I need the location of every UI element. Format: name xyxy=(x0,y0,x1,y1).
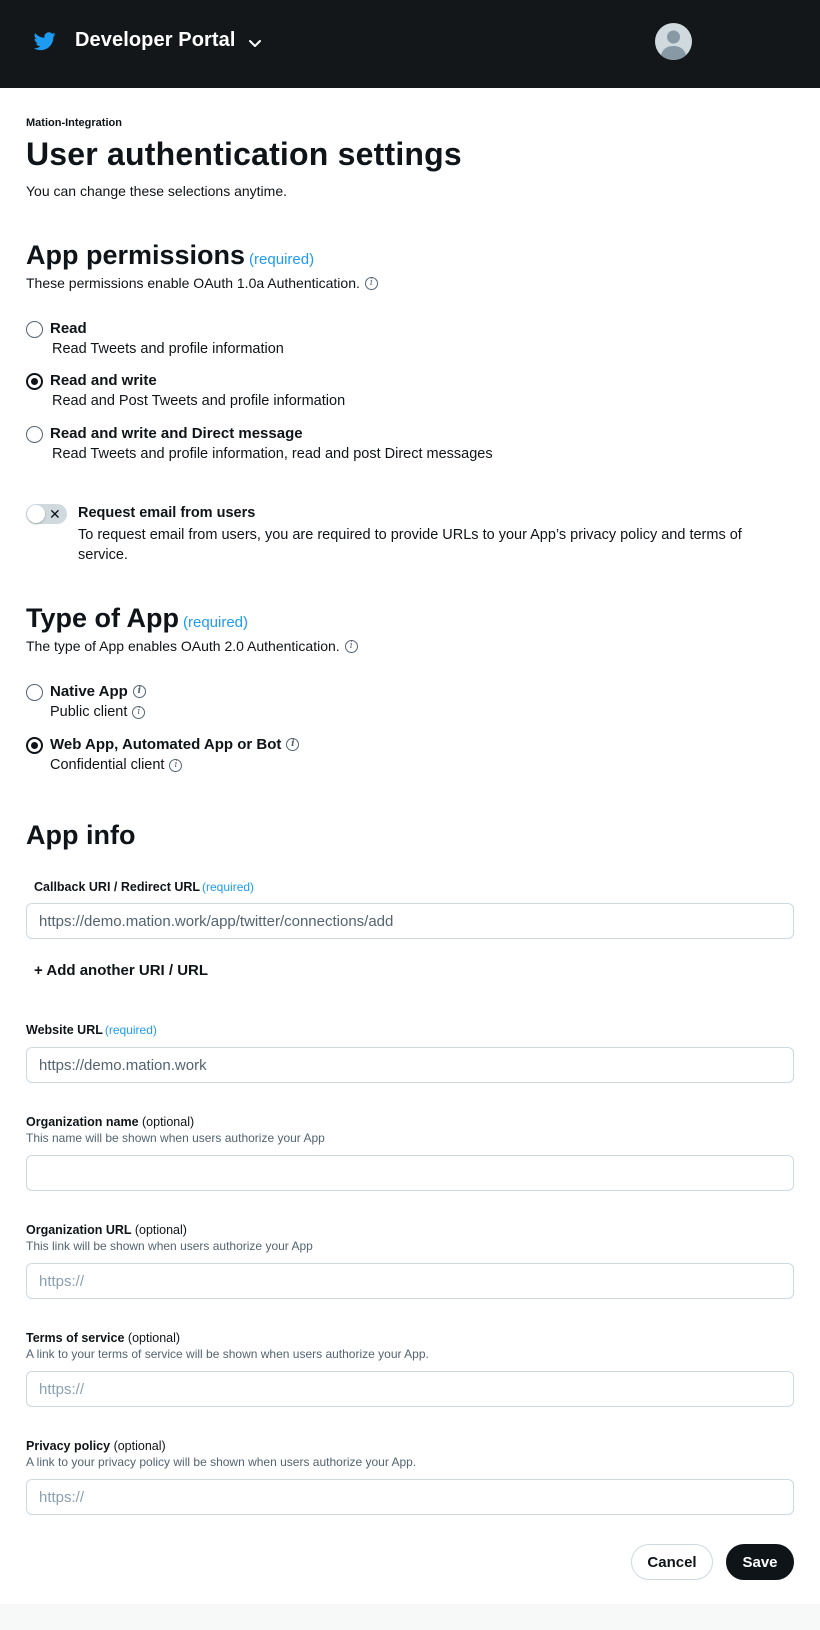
radio-read-write-dm[interactable] xyxy=(26,426,43,443)
radio-description: Read Tweets and profile information xyxy=(52,341,284,357)
page-title: User authentication settings xyxy=(26,136,462,172)
radio-description: Read and Post Tweets and profile information xyxy=(52,393,346,409)
chevron-down-icon[interactable] xyxy=(244,33,266,53)
app-permissions-heading xyxy=(26,240,314,271)
privacy-policy-label xyxy=(26,1439,166,1453)
required-tag: (required) xyxy=(249,251,315,268)
radio-label xyxy=(50,736,299,753)
radio-label: Read and write and Direct message xyxy=(50,425,303,442)
page-footer-band xyxy=(0,1604,820,1630)
close-icon: ✕ xyxy=(49,506,61,522)
radio-read[interactable] xyxy=(26,321,43,338)
privacy-policy-label-text: Privacy policy xyxy=(26,1439,111,1453)
user-avatar[interactable] xyxy=(655,23,692,60)
radio-label: Read xyxy=(50,320,87,337)
organization-url-help: This link will be shown when users authorize your App xyxy=(26,1239,313,1253)
callback-url-input[interactable] xyxy=(26,903,794,939)
default-avatar-icon xyxy=(655,23,692,60)
website-url-input[interactable] xyxy=(26,1047,794,1083)
type-of-app-heading xyxy=(26,603,248,634)
organization-name-label xyxy=(26,1115,194,1129)
request-email-title: Request email from users xyxy=(78,505,256,521)
optional-tag: (optional) xyxy=(127,1331,181,1345)
toggle-knob[interactable] xyxy=(27,505,45,523)
radio-web-app[interactable] xyxy=(26,737,43,754)
optional-tag: (optional) xyxy=(134,1223,187,1237)
radio-native-app[interactable] xyxy=(26,684,43,701)
optional-tag: (optional) xyxy=(113,1439,166,1453)
required-tag: (required) xyxy=(202,880,255,894)
info-icon[interactable]: i xyxy=(345,640,358,653)
organization-name-input[interactable] xyxy=(26,1155,794,1191)
radio-read-write[interactable] xyxy=(26,373,43,390)
optional-tag: (optional) xyxy=(142,1115,195,1129)
callback-url-label xyxy=(34,880,254,894)
page-subtitle: You can change these selections anytime. xyxy=(26,183,287,199)
app-permissions-description-text: These permissions enable OAuth 1.0a Authentication. xyxy=(26,275,360,291)
organization-url-label xyxy=(26,1223,187,1237)
terms-of-service-label xyxy=(26,1331,180,1345)
add-another-uri-button[interactable]: + Add another URI / URL xyxy=(34,962,209,979)
radio-description xyxy=(50,757,182,773)
radio-label-text: Native App xyxy=(50,683,128,700)
info-icon[interactable]: i xyxy=(132,706,145,719)
organization-url-input[interactable] xyxy=(26,1263,794,1299)
cancel-button[interactable]: Cancel xyxy=(631,1544,713,1580)
top-navigation-bar xyxy=(0,0,820,88)
privacy-policy-help: A link to your privacy policy will be shown when users authorize your App. xyxy=(26,1455,417,1469)
save-button[interactable]: Save xyxy=(726,1544,794,1580)
radio-description-text: Public client xyxy=(50,704,128,720)
website-url-label-text: Website URL xyxy=(26,1023,103,1037)
portal-title[interactable]: Developer Portal xyxy=(75,29,236,51)
radio-description: Read Tweets and profile information, read and post Direct messages xyxy=(52,446,493,462)
type-of-app-description xyxy=(26,638,358,654)
request-email-toggle[interactable] xyxy=(26,504,67,524)
terms-of-service-help: A link to your terms of service will be shown when users authorize your App. xyxy=(26,1347,429,1361)
type-of-app-description-text: The type of App enables OAuth 2.0 Authentication. xyxy=(26,638,340,654)
type-of-app-heading-text: Type of App xyxy=(26,603,179,633)
info-icon[interactable]: i xyxy=(169,759,182,772)
info-icon[interactable]: i xyxy=(365,277,378,290)
app-permissions-description xyxy=(26,275,378,291)
radio-label-text: Web App, Automated App or Bot xyxy=(50,736,282,753)
organization-name-help: This name will be shown when users authorize your App xyxy=(26,1131,325,1145)
radio-label xyxy=(50,683,146,700)
request-email-description: To request email from users, you are required to provide URLs to your App’s privacy policy and terms of service. xyxy=(78,527,742,563)
website-url-label xyxy=(26,1023,157,1037)
required-tag: (required) xyxy=(104,1023,157,1037)
twitter-bird-icon[interactable] xyxy=(34,30,56,52)
radio-description-text: Confidential client xyxy=(50,757,165,773)
app-permissions-heading-text: App permissions xyxy=(26,240,246,270)
app-info-heading: App info xyxy=(26,820,136,850)
callback-url-label-text: Callback URI / Redirect URL xyxy=(34,880,201,894)
required-tag: (required) xyxy=(182,614,249,631)
info-icon[interactable]: i xyxy=(133,685,146,698)
terms-of-service-label-text: Terms of service xyxy=(26,1331,125,1345)
privacy-policy-input[interactable] xyxy=(26,1479,794,1515)
terms-of-service-input[interactable] xyxy=(26,1371,794,1407)
radio-description xyxy=(50,704,145,720)
breadcrumb-app-name[interactable]: Mation-Integration xyxy=(26,117,122,129)
organization-name-label-text: Organization name xyxy=(26,1115,139,1129)
info-icon[interactable]: i xyxy=(286,738,299,751)
organization-url-label-text: Organization URL xyxy=(26,1223,132,1237)
radio-label: Read and write xyxy=(50,372,157,389)
